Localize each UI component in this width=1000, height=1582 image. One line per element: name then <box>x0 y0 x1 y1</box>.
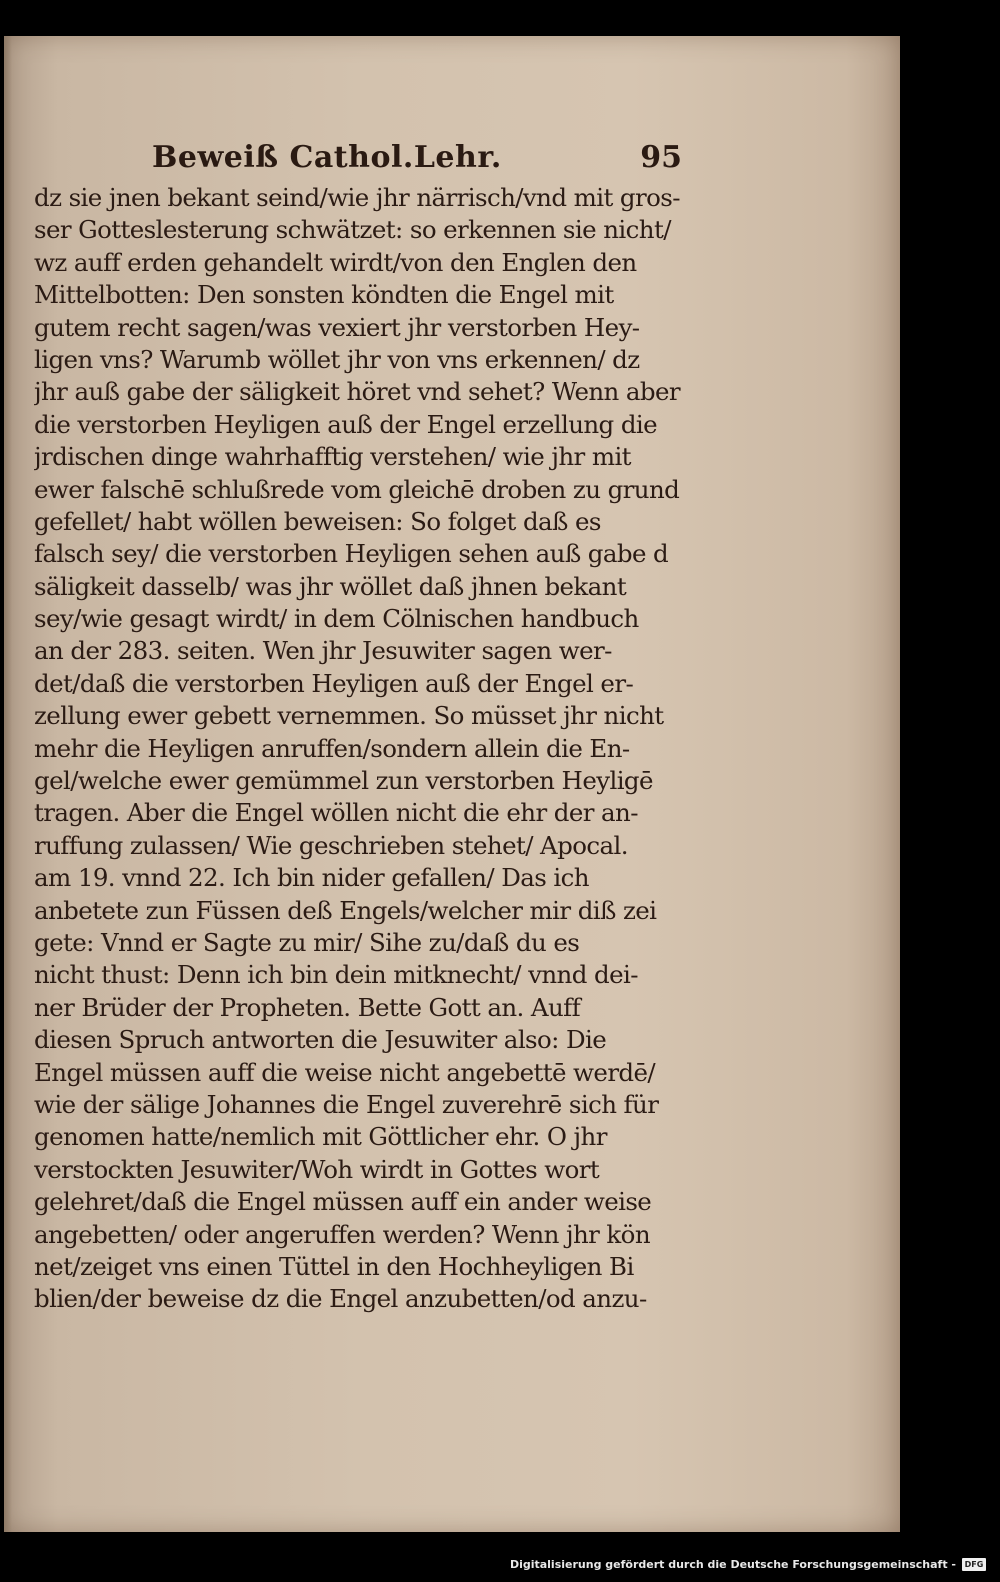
text-line: diesen Spruch antworten die Jesuwiter also: Die <box>34 1025 607 1055</box>
text-line: sey/wie gesagt wirdt/ in dem Cölnischen handbuch <box>34 604 639 634</box>
text-line: ner Brüder der Propheten. Bette Gott an. Auff <box>34 992 581 1022</box>
text-line: gete: Vnnd er Sagte zu mir/ Sihe zu/daß du es <box>34 927 580 957</box>
text-line: gutem recht sagen/was vexiert jhr verstorben Hey- <box>34 312 640 342</box>
text-line: ewer falschē schlußrede vom gleichē droben zu grund <box>34 474 680 504</box>
digitization-credit: Digitalisierung gefördert durch die Deutsche Forschungsgemeinschaft - <box>509 1558 956 1571</box>
text-line: angebetten/ oder angeruffen werden? Wenn jhr kön <box>34 1219 651 1249</box>
text-line: det/daß die verstorben Heyligen auß der Engel er- <box>34 668 634 698</box>
text-line: säligkeit dasselb/ was jhr wöllet daß jhnen bekant <box>34 571 627 601</box>
text-line: blien/der beweise dz die Engel anzubetten/od anzu- <box>34 1284 647 1314</box>
text-line: anbetete zun Füssen deß Engels/welcher mir diß zei <box>34 895 657 925</box>
text-line: dz sie jnen bekant seind/wie jhr närrisch/vnd mit gros- <box>34 183 680 212</box>
text-line: Engel müssen auff die weise nicht angebettē werdē/ <box>34 1057 656 1087</box>
text-line: net/zeiget vns einen Tüttel in den Hochheyligen Bi <box>34 1251 634 1281</box>
text-line: Mittelbotten: Den sonsten köndten die Engel mit <box>34 280 614 310</box>
text-line: jhr auß gabe der säligkeit höret vnd sehet? Wenn aber <box>34 377 681 407</box>
text-line: an der 283. seiten. Wen jhr Jesuwiter sagen wer- <box>34 636 612 666</box>
text-line: ruffung zulassen/ Wie geschrieben stehet/ Apocal. <box>34 830 628 860</box>
running-head <box>152 140 682 180</box>
text-line: tragen. Aber die Engel wöllen nicht die ehr der an- <box>34 798 638 828</box>
text-line: die verstorben Heyligen auß der Engel erzellung die <box>34 409 658 439</box>
text-line: wie der sälige Johannes die Engel zuverehrē sich für <box>34 1089 659 1119</box>
text-line: zellung ewer gebett vernemmen. So müsset jhr nicht <box>34 701 664 731</box>
text-line: gel/welche ewer gemümmel zun verstorben Heyligē <box>34 766 653 796</box>
text-line: wz auff erden gehandelt wirdt/von den Englen den <box>34 247 637 277</box>
page-number: 95 <box>640 140 682 175</box>
body-text <box>34 182 684 1316</box>
text-line: gelehret/daß die Engel müssen auff ein ander weise <box>34 1187 652 1217</box>
footer-bar <box>0 1548 1000 1582</box>
text-line: falsch sey/ die verstorben Heyligen sehen auß gabe d <box>34 539 669 569</box>
text-line: jrdischen dinge wahrhafftig verstehen/ wie jhr mit <box>34 442 631 472</box>
text-line: genomen hatte/nemlich mit Göttlicher ehr. O jhr <box>34 1122 607 1152</box>
text-line: verstockten Jesuwiter/Woh wirdt in Gottes wort <box>34 1154 600 1184</box>
running-title: Beweiß Cathol.Lehr. <box>152 140 502 175</box>
text-line: ser Gotteslesterung schwätzet: so erkennen sie nicht/ <box>34 215 671 245</box>
text-line: gefellet/ habt wöllen beweisen: So folget daß es <box>34 506 601 536</box>
text-line: mehr die Heyligen anruffen/sondern allein die En- <box>34 733 630 763</box>
dfg-logo: DFG <box>962 1558 986 1571</box>
text-line: nicht thust: Denn ich bin dein mitknecht/ vnnd dei- <box>34 960 638 990</box>
page-edge-shadow <box>4 36 12 1532</box>
text-line: am 19. vnnd 22. Ich bin nider gefallen/ Das ich <box>34 863 589 893</box>
text-line: ligen vns? Warumb wöllet jhr von vns erkennen/ dz <box>34 344 640 374</box>
